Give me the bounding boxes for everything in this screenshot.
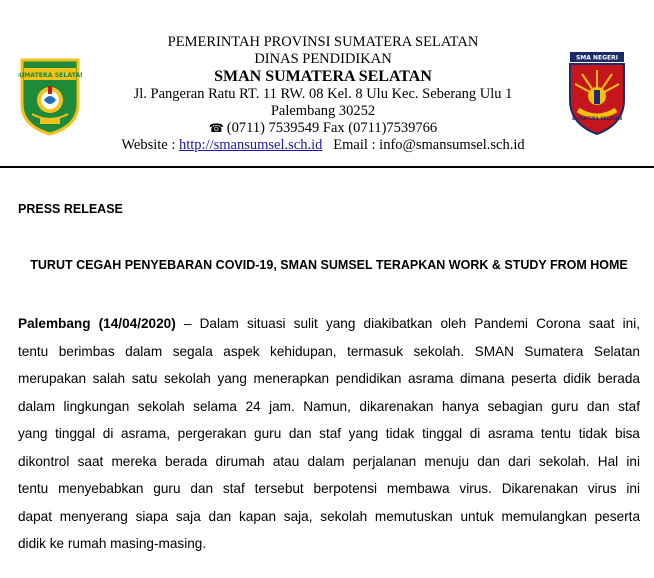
paragraph-line: didik ke rumah masing-masing.: [18, 536, 207, 551]
paragraph-line: tentu menyebabkan guru dan staf tersebut berpotensi membawa virus. Dikarenakan virus ini: [18, 481, 640, 496]
paragraph-line: dikontrol saat mereka berada dirumah atau dalam perjalanan menuju dan dari sekolah. Hal ini: [18, 453, 640, 469]
school-name: SMAN SUMATERA SELATAN: [214, 68, 432, 85]
right-logo-bottom-text: SUMATERA SELATAN: [571, 117, 623, 122]
paragraph-line: [18, 310, 640, 338]
letterhead-divider: [0, 166, 654, 168]
paragraph-line-text: – Dalam situasi sulit yang diakibatkan oleh Pandemi Corona saat ini,: [175, 316, 640, 331]
phone-line: [100, 120, 546, 137]
press-release-label: PRESS RELEASE: [18, 202, 123, 216]
letterhead-text: [100, 34, 546, 154]
dateline: Palembang (14/04/2020): [18, 316, 176, 331]
headline: TURUT CEGAH PENYEBARAN COVID-19, SMAN SUMSEL TERAPKAN WORK & STUDY FROM HOME: [30, 258, 628, 272]
letterhead: [0, 0, 654, 168]
website-label: Website :: [121, 137, 176, 153]
province-emblem-icon: [18, 56, 82, 136]
school-emblem-icon: [564, 50, 630, 138]
right-logo-top-text: SMA NEGERI: [575, 54, 619, 62]
paragraph-line: dapat menyerang siapa saja dan kapan saja, sekolah memutuskan untuk memulangkan peserta: [18, 508, 640, 524]
phone-fax-text: (0711) 7539549 Fax (0711)7539766: [226, 120, 438, 136]
email-text: info@smansumsel.sch.id: [379, 137, 525, 153]
left-logo-text: SUMATERA SELATAN: [18, 72, 82, 79]
contact-line: [100, 137, 546, 154]
department-line: DINAS PENDIDIKAN: [254, 51, 392, 67]
email-label: Email :: [333, 137, 376, 153]
website-link[interactable]: http://smansumsel.sch.id: [178, 137, 323, 153]
paragraph-line: merupakan salah satu sekolah yang menerapkan pendidikan asrama dimana peserta didik berada: [18, 371, 640, 386]
city-line: Palembang 30252: [270, 103, 376, 119]
government-line: PEMERINTAH PROVINSI SUMATERA SELATAN: [167, 34, 479, 50]
phone-icon: ☎: [208, 121, 224, 135]
body-paragraph: [18, 310, 640, 558]
paragraph-line: tentu berimbas dalam segala aspek kehidupan, termasuk sekolah. SMAN Sumatera Selatan: [18, 343, 640, 359]
paragraph-line: dalam lingkungan sekolah selama 24 jam. Namun, dikarenakan hanya sebagian guru dan staf: [18, 398, 640, 414]
paragraph-line: yang tinggal di asrama, pergerakan guru dan staf yang tidak tinggal di asrama tentu tidak bisa: [18, 426, 640, 441]
document-body: [18, 200, 640, 551]
address-line: Jl. Pangeran Ratu RT. 11 RW. 08 Kel. 8 Ulu Kec. Seberang Ulu 1: [133, 86, 513, 102]
